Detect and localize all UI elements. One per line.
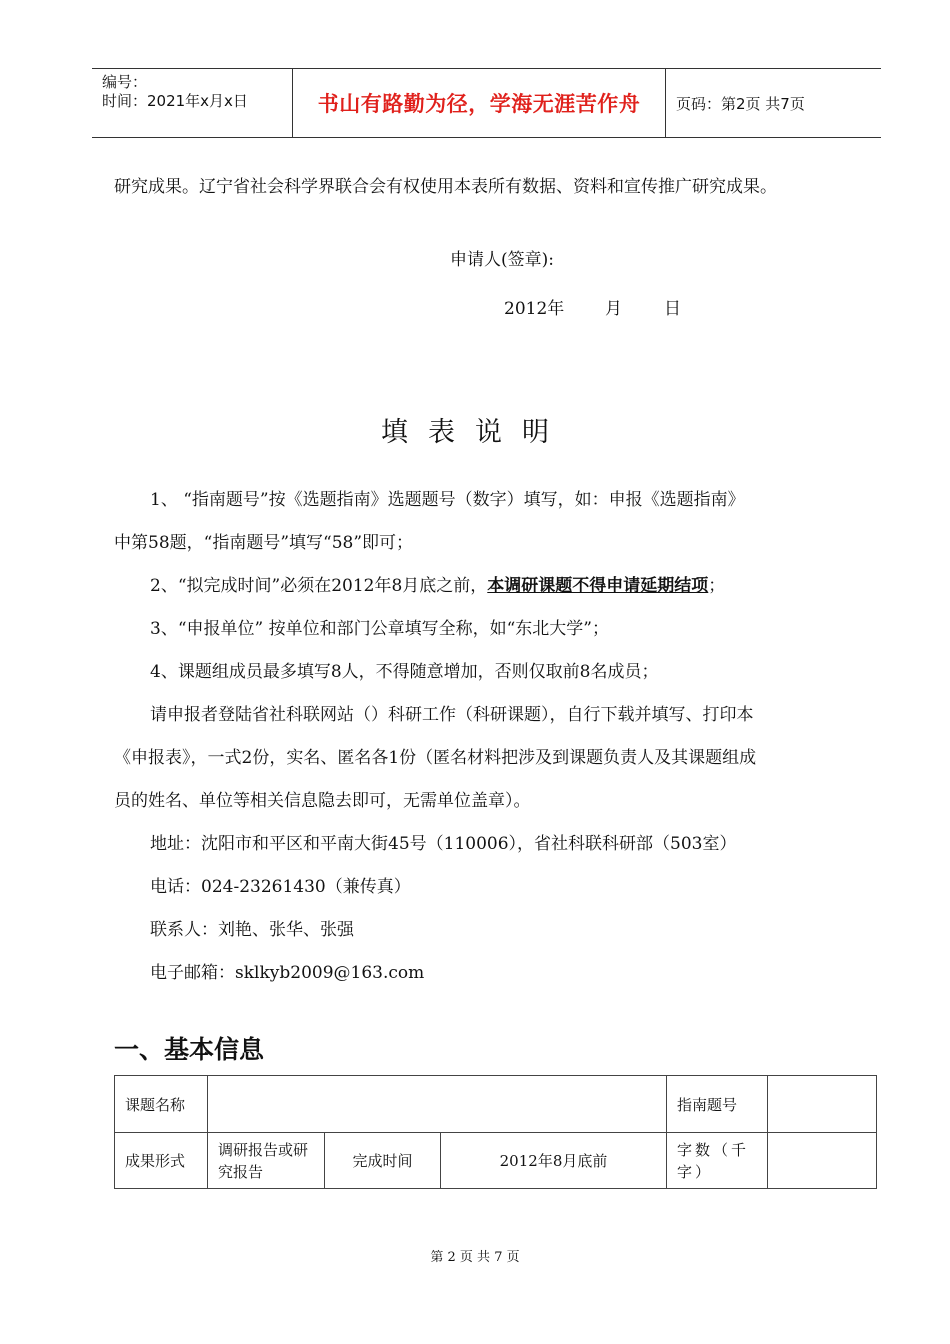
header-left xyxy=(102,73,248,111)
email-line: 电子邮箱：sklkyb2009@163.com xyxy=(150,963,425,983)
instruction-2 xyxy=(150,575,725,597)
result-form-label: 成果形式 xyxy=(115,1133,208,1189)
rights-statement: 研究成果。辽宁省社会科学界联合会有权使用本表所有数据、资料和宣传推广研究成果。 xyxy=(114,177,777,197)
completion-time-label: 完成时间 xyxy=(325,1133,441,1189)
guide-number-value[interactable] xyxy=(768,1076,877,1133)
header-divider-right xyxy=(665,69,666,137)
topic-name-label: 课题名称 xyxy=(115,1076,208,1133)
guide-number-label: 指南题号 xyxy=(667,1076,768,1133)
basic-info-table xyxy=(114,1075,877,1189)
page-footer: 第 2 页 共 7 页 xyxy=(430,1250,520,1265)
contact-line: 联系人：刘艳、张华、张强 xyxy=(150,920,354,940)
phone-line: 电话：024-23261430（兼传真） xyxy=(150,877,411,897)
basic-info-heading: 一、基本信息 xyxy=(114,1035,265,1064)
note-line-1: 请申报者登陆省社科联网站（）科研工作（科研课题），自行下载并填写、打印本 xyxy=(150,705,754,725)
header-motto: 书山有路勤为径，学海无涯苦作舟 xyxy=(317,92,641,116)
header-time-label: 时间：2021年x月x日 xyxy=(102,92,248,110)
date-day: 日 xyxy=(664,299,681,319)
signature-line: 申请人(签章): xyxy=(450,250,554,270)
header-page-label: 页码：第2页 共7页 xyxy=(676,94,805,113)
date-month: 月 xyxy=(605,299,622,319)
instruction-4: 4、课题组成员最多填写8人，不得随意增加，否则仅取前8名成员； xyxy=(150,662,659,682)
result-form-value: 调研报告或研究报告 xyxy=(208,1133,325,1189)
completion-time-value: 2012年8月底前 xyxy=(441,1133,667,1189)
section-title: 填表说明 xyxy=(381,417,569,448)
address-line: 地址：沈阳市和平区和平南大街45号（110006），省社科联科研部（503室） xyxy=(150,834,737,854)
note-line-2: 《申报表》，一式2份，实名、匿名各1份（匿名材料把涉及到课题负责人及其课题组成 xyxy=(114,748,757,768)
instruction-1-line-2: 中第58题，“指南题号”填写“58”即可； xyxy=(114,533,414,553)
table-row xyxy=(115,1076,877,1133)
date-year: 2012年 xyxy=(504,299,565,319)
instruction-3: 3、“申报单位” 按单位和部门公章填写全称，如“东北大学”； xyxy=(150,619,609,639)
instruction-2-prefix: 2、“拟完成时间”必须在2012年8月底之前， xyxy=(150,576,488,596)
instruction-2-emphasis: 本调研课题不得申请延期结项 xyxy=(487,576,709,596)
header-number-label: 编号： xyxy=(102,73,148,91)
instruction-2-suffix: ； xyxy=(708,576,726,596)
word-count-value[interactable] xyxy=(768,1133,877,1189)
note-line-3: 员的姓名、单位等相关信息隐去即可，无需单位盖章）。 xyxy=(114,791,531,811)
instruction-1-line-1: 1、 “指南题号”按《选题指南》选题题号（数字）填写，如：申报《选题指南》 xyxy=(150,490,745,510)
page-header xyxy=(92,68,881,138)
topic-name-value[interactable] xyxy=(208,1076,667,1133)
table-row xyxy=(115,1133,877,1189)
word-count-label: 字数（千字） xyxy=(667,1133,768,1189)
